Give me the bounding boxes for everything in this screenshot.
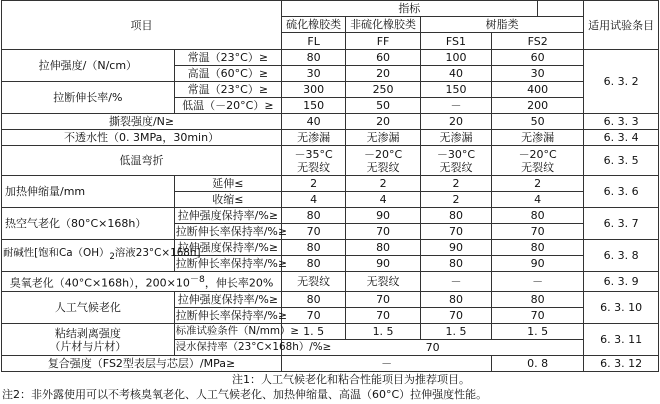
temp-text: －20°C — [518, 147, 557, 161]
clause-cell: 6. 3. 12 — [584, 356, 659, 372]
cell-value: 无渗漏 — [492, 130, 584, 146]
cell-value — [346, 146, 421, 176]
cell-value: 70 — [492, 224, 584, 240]
cell-value: 70 — [346, 224, 421, 240]
cell-value: 4 — [346, 192, 421, 208]
ozone-label — [2, 272, 282, 292]
low-temp-bend-label: 低温弯折 — [2, 146, 282, 176]
alkali-label-a: 耐碱性[饱和Ca（OH） — [3, 246, 110, 259]
cell-value: 150 — [282, 98, 346, 114]
cell-value: 80 — [282, 240, 346, 256]
cell-value: 80 — [282, 292, 346, 308]
cell-value: 90 — [346, 256, 421, 272]
cell-value: 无渗漏 — [346, 130, 421, 146]
cell-value — [420, 146, 491, 176]
result-text: 无裂纹 — [297, 160, 331, 174]
clause-cell: 6. 3. 4 — [584, 130, 659, 146]
weathering-cond: 拉断伸长率保持率/%≥ — [175, 309, 288, 322]
peel-immersion-cond: 浸水保持率（23°C×168h）/%≥ — [174, 340, 281, 356]
peel-label — [2, 324, 175, 356]
cell-value: 90 — [420, 240, 491, 256]
cell-value: 250 — [346, 82, 421, 98]
ozone-label-b: ，伸长率20% — [204, 276, 274, 290]
header-fs1: FS1 — [420, 33, 491, 50]
hot-air-cond: 拉伸强度保持率/%≥ — [174, 208, 281, 224]
cell-value: 80 — [282, 50, 346, 66]
cell-value: 无渗漏 — [282, 130, 346, 146]
cell-value: 2 — [420, 192, 491, 208]
cell-value: 300 — [282, 82, 346, 98]
cell-value: 4 — [492, 192, 584, 208]
cell-value: 无渗漏 — [420, 130, 491, 146]
temp-text: －20°C — [363, 147, 403, 161]
alkali-cond: 拉断伸长率保持率/%≥ — [175, 257, 288, 270]
elongation-cond: 常温（23°C）≥ — [174, 82, 281, 98]
cell-value: 80 — [346, 240, 421, 256]
weathering-label: 人工气候老化 — [2, 292, 175, 324]
cell-value — [282, 146, 346, 176]
clause-cell: 6. 3. 11 — [584, 324, 659, 356]
clause-cell: 6. 3. 7 — [584, 208, 659, 240]
cell-value: － — [492, 272, 584, 292]
peel-label-1: 粘结剥离强度 — [54, 326, 121, 340]
clause-cell: 6. 3. 8 — [584, 240, 659, 272]
weathering-cond: 拉伸强度保持率/%≥ — [174, 292, 281, 308]
tensile-label: 拉伸强度/（N/cm） — [2, 50, 175, 82]
clause-cell: 6. 3. 10 — [584, 292, 659, 324]
cell-value: 90 — [346, 208, 421, 224]
heat-expansion-cond: 收缩≤ — [174, 192, 281, 208]
temp-text: －35°C — [294, 147, 333, 161]
cell-value: 40 — [282, 114, 346, 130]
cell-value: 30 — [492, 66, 584, 82]
cell-value: 80 — [492, 240, 584, 256]
composite-label: 复合强度（FS2型表层与芯层）/MPa≥ — [2, 356, 282, 372]
header-vulcanized: 硫化橡胶类 — [282, 17, 346, 33]
cell-value: 70 — [282, 340, 584, 356]
cell-value: 400 — [492, 82, 584, 98]
alkali-label-b: 溶液23°C×168h] — [114, 246, 201, 259]
spec-table — [1, 0, 659, 372]
cell-value: 1. 5 — [420, 324, 491, 340]
cell-value: 50 — [346, 98, 421, 114]
heat-expansion-label: 加热伸缩量/mm — [2, 176, 175, 208]
clause-cell: 6. 3. 6 — [584, 176, 659, 208]
ozone-label-a: 臭氧老化（40°C×168h），200×10 — [9, 276, 190, 290]
hot-air-cond: 拉断伸长率保持率/%≥ — [175, 225, 288, 238]
clause-cell: 6. 3. 9 — [584, 272, 659, 292]
cell-value: 90 — [492, 256, 584, 272]
cell-value: 80 — [492, 292, 584, 308]
tear-label: 撕裂强度/N≥ — [2, 114, 282, 130]
footnote-2: 注2：非外露使用可以不考核臭氧老化、人工气候老化、加热伸缩量、高温（60°C）拉伸强度性能。 — [2, 388, 488, 401]
heat-expansion-cond: 延伸≤ — [174, 176, 281, 192]
cell-value: 20 — [346, 114, 421, 130]
cell-value: 70 — [346, 308, 421, 324]
alkali-label-sub: 2 — [109, 252, 115, 263]
cell-value: 70 — [420, 308, 491, 324]
impermeable-label: 不透水性（0. 3MPa，30min） — [2, 130, 282, 146]
cell-value: 80 — [420, 208, 491, 224]
cell-value: 150 — [420, 82, 491, 98]
cell-value: 80 — [492, 208, 584, 224]
cell-value: 80 — [282, 208, 346, 224]
cell-value: － — [282, 356, 492, 372]
result-text: 无裂纹 — [366, 160, 400, 174]
cell-value: 1. 5 — [282, 324, 346, 340]
cell-value: 2 — [346, 176, 421, 192]
peel-label-2: （片材与片材） — [49, 339, 127, 353]
header-fs2: FS2 — [492, 33, 584, 50]
elongation-label: 拉断伸长率/% — [2, 82, 175, 114]
cell-value: 70 — [282, 224, 346, 240]
cell-value: 70 — [346, 292, 421, 308]
header-clause: 适用试验条目 — [584, 1, 659, 50]
header-item: 项目 — [2, 1, 282, 50]
cell-value: 50 — [492, 114, 584, 130]
cell-value: 2 — [282, 176, 346, 192]
footnote-1: 注1：人工气候老化和粘合性能项目为推荐项目。 — [232, 373, 470, 386]
cell-value: 2 — [492, 176, 584, 192]
cell-value: 0. 8 — [492, 356, 584, 372]
ozone-label-sup: －8 — [189, 274, 205, 286]
cell-value: 100 — [420, 50, 491, 66]
clause-cell: 6. 3. 5 — [584, 146, 659, 176]
clause-cell: 6. 3. 2 — [584, 50, 659, 114]
cell-value: 20 — [346, 66, 421, 82]
cell-value: 40 — [420, 66, 491, 82]
cell-value: 20 — [420, 114, 491, 130]
tensile-cond: 常温（23°C）≥ — [174, 50, 281, 66]
tensile-cond: 高温（60°C）≥ — [174, 66, 281, 82]
cell-value — [492, 146, 584, 176]
cell-value: 1. 5 — [346, 324, 421, 340]
elongation-cond: 低温（－20°C）≥ — [174, 98, 281, 114]
cell-value: 80 — [420, 292, 491, 308]
cell-value: 无裂纹 — [346, 272, 421, 292]
cell-value: － — [420, 98, 491, 114]
cell-value: 60 — [346, 50, 421, 66]
alkali-label — [2, 240, 201, 272]
header-ff: FF — [346, 33, 421, 50]
cell-value: 70 — [420, 224, 491, 240]
hot-air-aging-label: 热空气老化（80°C×168h） — [2, 208, 175, 240]
cell-value: 1. 5 — [492, 324, 584, 340]
header-non-vulcanized: 非硫化橡胶类 — [346, 17, 421, 33]
temp-text: －30°C — [436, 147, 476, 161]
cell-value: 70 — [282, 308, 346, 324]
result-text: 无裂纹 — [521, 160, 555, 174]
cell-value: 4 — [282, 192, 346, 208]
result-text: 无裂纹 — [439, 160, 473, 174]
cell-value: 无裂纹 — [282, 272, 346, 292]
header-resin: 树脂类 — [420, 17, 583, 33]
cell-value: 2 — [420, 176, 491, 192]
header-fl: FL — [282, 33, 346, 50]
peel-standard-cond: 标准试验条件（N/mm）≥ — [174, 324, 281, 340]
cell-value: 80 — [420, 256, 491, 272]
cell-value: 70 — [492, 308, 584, 324]
cell-value: 60 — [492, 50, 584, 66]
cell-value: 30 — [282, 66, 346, 82]
cell-value: 80 — [282, 256, 346, 272]
footnotes — [0, 372, 660, 402]
alkali-cond: 拉伸强度保持率/%≥ — [174, 240, 281, 256]
cell-value: － — [420, 272, 491, 292]
header-indicator: 指标 — [282, 1, 538, 17]
clause-cell: 6. 3. 3 — [584, 114, 659, 130]
cell-value: 200 — [492, 98, 584, 114]
